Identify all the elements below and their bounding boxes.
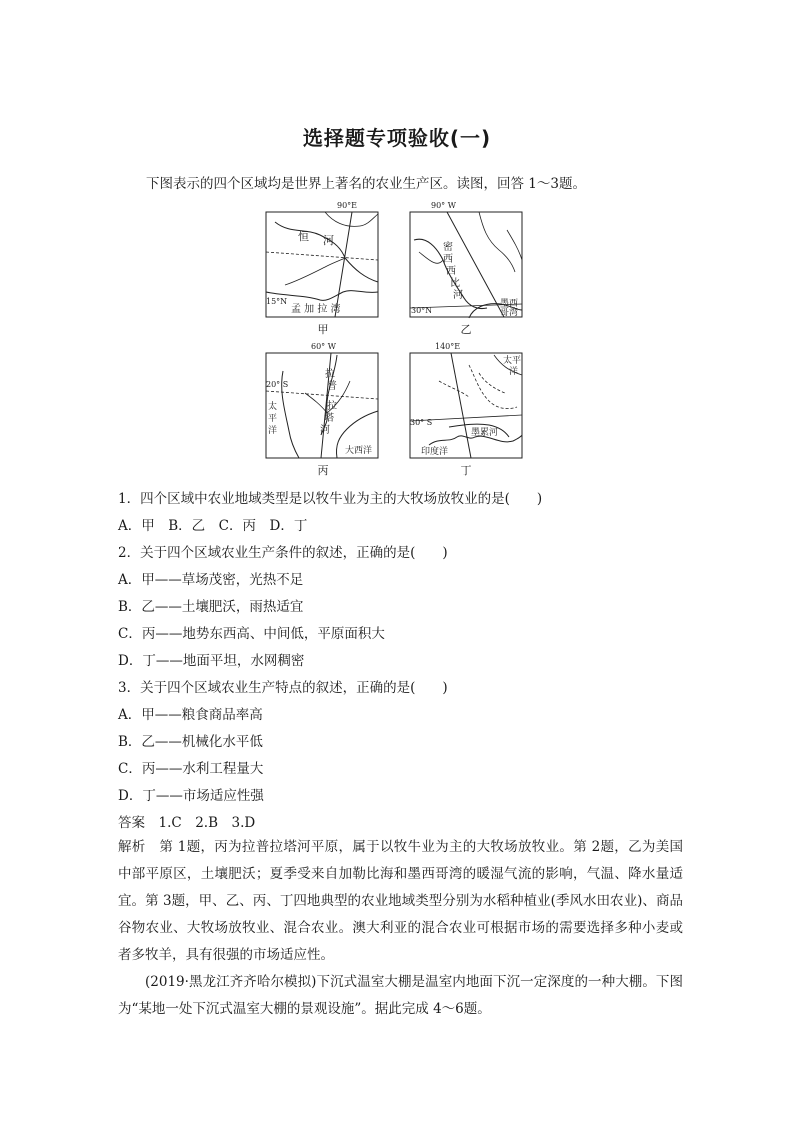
map-bing-meridian: 60° W bbox=[311, 342, 336, 351]
map-jia bbox=[265, 200, 380, 320]
map-ding-ocean-bottom: 印度洋 bbox=[421, 447, 449, 457]
map-ding-caption: 丁 bbox=[460, 464, 472, 477]
map-bing-ocean-right: 大西洋 bbox=[345, 446, 373, 456]
map-jia-river-2: 河 bbox=[323, 234, 334, 247]
question-1-stem: 1．四个区域中农业地域类型是以牧牛业为主的大牧场放牧业的是( ) bbox=[118, 491, 543, 507]
map-yi bbox=[409, 200, 524, 320]
intro-text: 下图表示的四个区域均是世界上著名的农业生产区。读图，回答 1～3题。 bbox=[146, 176, 586, 192]
question-2-option-d: D．丁——地面平坦，水网稠密 bbox=[118, 653, 305, 669]
map-yi-meridian: 90° W bbox=[431, 201, 456, 210]
map-ding-ocean-top-2: 洋 bbox=[509, 367, 519, 377]
question-3-option-b: B．乙——机械化水平低 bbox=[118, 734, 263, 750]
question-2-stem: 2．关于四个区域农业生产条件的叙述，正确的是( ) bbox=[118, 545, 448, 561]
map-jia-caption: 甲 bbox=[317, 323, 329, 336]
map-jia-latitude: 15°N bbox=[266, 297, 288, 306]
question-2-option-a: A．甲——草场茂密，光热不足 bbox=[118, 572, 304, 588]
answer-line: 答案 1.C 2.B 3.D bbox=[118, 815, 256, 831]
question-3-option-c: C．丙——水利工程量大 bbox=[118, 761, 264, 777]
question-2-option-b: B．乙——土壤肥沃，雨热适宜 bbox=[118, 599, 304, 615]
map-yi-gulf-1: 墨西 bbox=[500, 299, 519, 309]
map-bing-latitude: 20° S bbox=[266, 380, 289, 389]
map-ding-ocean-top-1: 太平 bbox=[503, 356, 522, 366]
map-ding bbox=[409, 341, 524, 461]
question-3-option-d: D．丁——市场适应性强 bbox=[118, 788, 264, 804]
question-2-option-c: C．丙——地势东西高、中间低，平原面积大 bbox=[118, 626, 385, 642]
map-yi-river-2: 西 bbox=[443, 254, 453, 265]
map-bing-ocean-2: 平 bbox=[268, 414, 278, 424]
map-jia-river-1: 恒 bbox=[298, 230, 309, 243]
map-bing-river-3: 拉 bbox=[327, 401, 337, 412]
map-bing-caption: 丙 bbox=[317, 464, 329, 477]
map-yi-river-4: 比 bbox=[450, 278, 460, 289]
map-bing-river-2: 普 bbox=[327, 381, 337, 392]
map-jia-sea: 孟 加 拉 湾 bbox=[291, 304, 341, 315]
map-jia-meridian: 90°E bbox=[337, 201, 358, 210]
question-3-option-a: A．甲——粮食商品率高 bbox=[118, 707, 263, 723]
map-bing-ocean-1: 太 bbox=[268, 402, 278, 412]
map-yi-river-5: 河 bbox=[453, 290, 463, 301]
map-bing bbox=[265, 341, 380, 461]
analysis-paragraph: 解析 第 1题，丙为拉普拉塔河平原，属于以牧牛业为主的大牧场放牧业。第 2题，乙为美国中部平原区，土壤肥沃；夏季受来自加勒比海和墨西哥湾的暖湿气流的影响，气温、降水量适宜。第 3题，甲、乙、丙、丁四地典型的农业地域类型分别为水稻种植业(季风水田农业)、商品谷物农业、大牧场放牧业、混合农业。澳大利亚的混合农业可根据市场的需要选择多种小麦或者多牧羊，具有很强的市场适应性。 bbox=[118, 839, 683, 963]
map-yi-gulf-2: 哥湾 bbox=[500, 308, 519, 318]
map-bing-ocean-3: 洋 bbox=[268, 426, 278, 436]
map-bing-river-1: 拉 bbox=[325, 369, 335, 380]
map-yi-latitude: 30°N bbox=[411, 306, 433, 315]
map-yi-river-1: 密 bbox=[443, 242, 453, 253]
map-ding-latitude: 30° S bbox=[410, 418, 433, 427]
map-ding-meridian: 140°E bbox=[435, 342, 461, 351]
page-title: 选择题专项验收(一) bbox=[302, 126, 492, 150]
question-3-stem: 3．关于四个区域农业生产特点的叙述，正确的是( ) bbox=[118, 680, 448, 696]
map-yi-caption: 乙 bbox=[460, 323, 472, 336]
map-bing-river-5: 河 bbox=[320, 425, 330, 436]
map-yi-river-3: 西 bbox=[446, 266, 456, 277]
map-ding-river: 墨累河 bbox=[471, 428, 499, 438]
map-bing-river-4: 塔 bbox=[324, 413, 334, 424]
question-1-options: A．甲 B．乙 C．丙 D．丁 bbox=[118, 518, 308, 534]
next-intro-paragraph: (2019·黑龙江齐齐哈尔模拟)下沉式温室大棚是温室内地面下沉一定深度的一种大棚。下图为“某地一处下沉式温室大棚的景观设施”。据此完成 4～6题。 bbox=[118, 974, 683, 1017]
